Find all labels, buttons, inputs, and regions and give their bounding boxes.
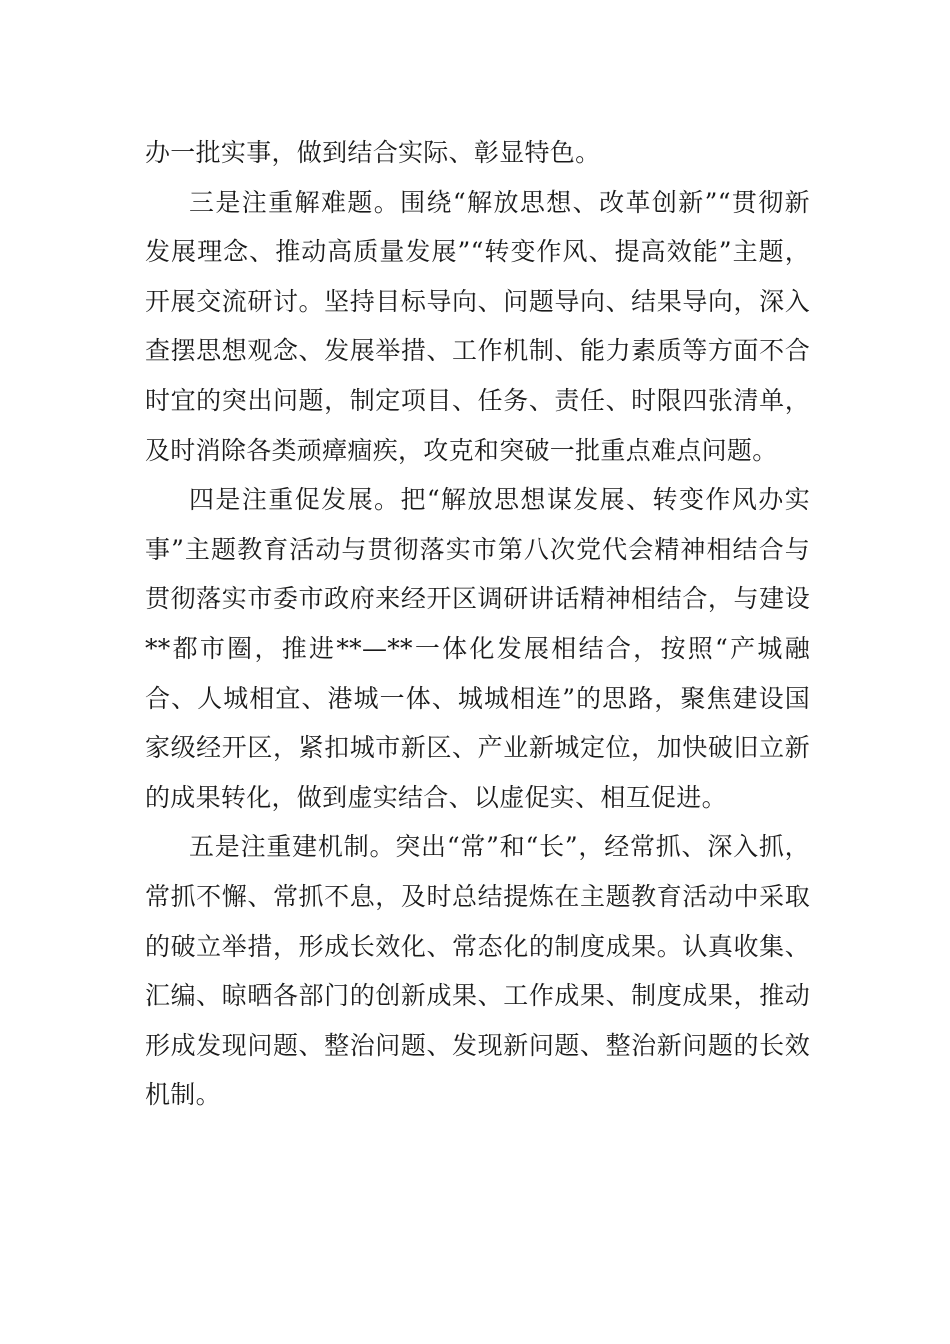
paragraph-promote-development: 四是注重促发展。把“解放思想谋发展、转变作风办实事”主题教育活动与贯彻落实市第八次党代会精神相结合与贯彻落实市委市政府来经开区调研讲话精神相结合，与建设**都市圈，推进**—**一体化发展相结合，按照“产城融合、人城相宜、港城一体、城城相连”的思路，聚焦建设国家级经开区，紧扣城市新区、产业新城定位，加快破旧立新的成果转化，做到虚实结合、以虚促实、相互促进。 (145, 485, 810, 812)
document-body (145, 128, 810, 1120)
paragraph-continuation: 办一批实事，做到结合实际、彰显特色。 (145, 138, 601, 167)
paragraph-build-mechanism: 五是注重建机制。突出“常”和“长”，经常抓、深入抓，常抓不懈、常抓不息，及时总结提炼在主题教育活动中采取的破立举措，形成长效化、常态化的制度成果。认真收集、汇编、晾晒各部门的创新成果、工作成果、制度成果，推动形成发现问题、整治问题、发现新问题、整治新问题的长效机制。 (145, 832, 810, 1110)
paragraph-solve-problems: 三是注重解难题。围绕“解放思想、改革创新”“贯彻新发展理念、推动高质量发展”“转变作风、提高效能”主题，开展交流研讨。坚持目标导向、问题导向、结果导向，深入查摆思想观念、发展举措、工作机制、能力素质等方面不合时宜的突出问题，制定项目、任务、责任、时限四张清单，及时消除各类顽瘴痼疾，攻克和突破一批重点难点问题。 (145, 187, 810, 465)
